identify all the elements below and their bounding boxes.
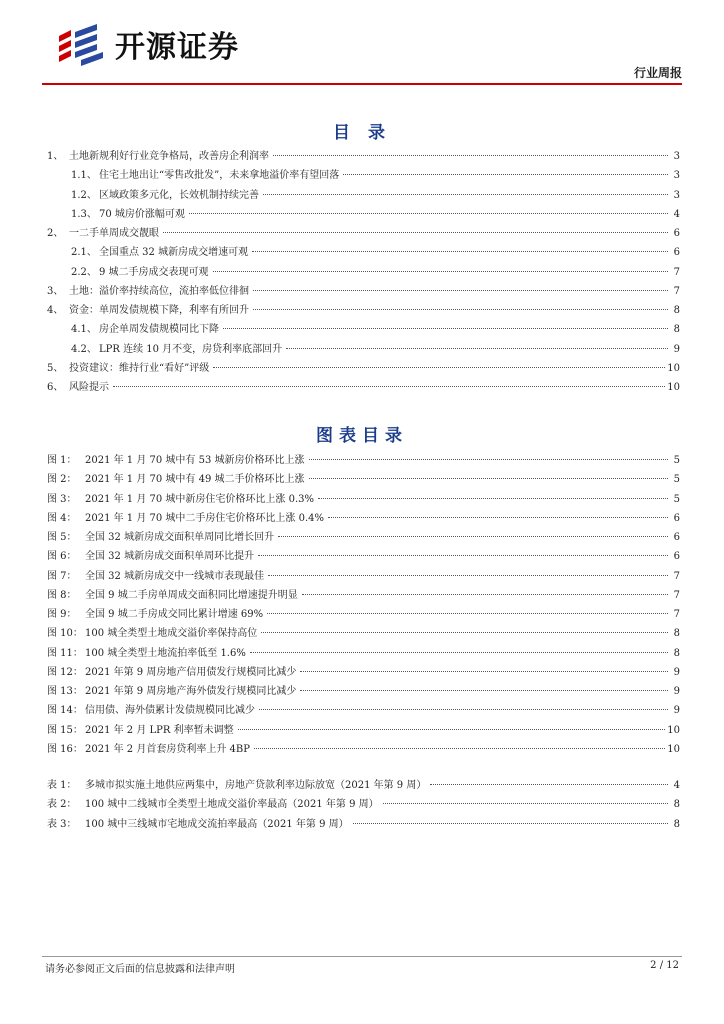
entry-title: 房企单周发债规模同比下降 <box>99 324 219 336</box>
toc-entry[interactable] <box>47 301 680 320</box>
leader-dots <box>318 498 668 499</box>
toc-list <box>47 147 680 397</box>
figures-title: 图表目录 <box>316 426 408 446</box>
entry-page: 8 <box>673 305 680 316</box>
entry-page: 10 <box>667 743 680 755</box>
entry-number: 1.1、 <box>71 170 97 182</box>
leader-dots <box>273 155 668 156</box>
table-entry[interactable] <box>47 776 680 795</box>
entry-number: 1.2、 <box>71 189 97 201</box>
entry-title: 资金：单周发债规模下降，利率有所回升 <box>69 305 249 316</box>
entry-page: 4 <box>673 208 680 220</box>
entry-title: LPR 连续 10 月不变，房贷利率底部回升 <box>99 343 283 355</box>
entry-number: 4、 <box>47 305 64 316</box>
leader-dots <box>113 386 665 387</box>
figure-entry[interactable] <box>47 682 680 701</box>
entry-title: 2021 年 2 月首套房贷利率上升 4BP <box>85 743 250 755</box>
entry-number: 4.1、 <box>71 324 97 336</box>
entry-page: 6 <box>673 247 680 259</box>
figure-entry[interactable] <box>47 701 680 720</box>
entry-page: 8 <box>673 799 680 811</box>
toc-entry[interactable] <box>47 359 680 378</box>
entry-number: 2.2、 <box>71 266 97 278</box>
toc-entry[interactable] <box>47 166 680 185</box>
entry-number: 2、 <box>47 228 64 239</box>
toc-entry[interactable] <box>47 205 680 224</box>
leader-dots <box>302 594 668 595</box>
entry-number: 图 5： <box>47 532 77 543</box>
entry-page: 9 <box>673 666 680 678</box>
entry-title: 2021 年 2 月 LPR 利率暂未调整 <box>85 724 234 736</box>
leader-dots <box>253 309 668 310</box>
figure-entry[interactable] <box>47 528 680 547</box>
leader-dots <box>213 271 668 272</box>
table-entry[interactable] <box>47 815 680 834</box>
entry-title: 信用债、海外债累计发债规模同比减少 <box>85 705 255 717</box>
entry-title: 风险提示 <box>69 382 109 393</box>
entry-number: 图 2： <box>47 474 77 486</box>
leader-dots <box>300 671 668 672</box>
entry-title: 2021 年第 9 周房地产海外债发行规模同比减少 <box>85 686 297 697</box>
entry-number: 图 11： <box>47 647 83 659</box>
page-indicator: 2 / 12 <box>650 960 679 971</box>
entry-page: 5 <box>673 455 680 466</box>
entry-page: 8 <box>673 647 680 659</box>
entry-page: 6 <box>673 532 680 543</box>
entry-number: 图 7： <box>47 570 77 582</box>
toc-entry[interactable] <box>47 243 680 262</box>
entry-number: 1.3、 <box>71 208 97 220</box>
figure-entry[interactable] <box>47 567 680 586</box>
entry-title: 2021 年 1 月 70 城中有 49 城二手价格环比上涨 <box>85 474 305 486</box>
figure-entry[interactable] <box>47 509 680 528</box>
entry-number: 图 4： <box>47 512 77 524</box>
entry-page: 9 <box>673 705 680 717</box>
entry-number: 图 15： <box>47 724 83 736</box>
leader-dots <box>286 348 668 349</box>
entry-title: 土地新规利好行业竞争格局，改善房企利润率 <box>69 151 269 162</box>
table-entry[interactable] <box>47 795 680 814</box>
entry-page: 7 <box>673 609 680 620</box>
entry-page: 7 <box>673 266 680 278</box>
figure-entry[interactable] <box>47 490 680 509</box>
toc-entry[interactable] <box>47 320 680 339</box>
entry-page: 4 <box>673 780 680 791</box>
footer-disclaimer: 请务必参阅正文后面的信息披露和法律声明 <box>45 964 235 975</box>
entry-number: 图 13： <box>47 686 83 697</box>
figure-entry[interactable] <box>47 663 680 682</box>
entry-number: 表 3： <box>47 818 77 830</box>
entry-page: 5 <box>673 474 680 486</box>
entry-page: 6 <box>673 228 680 239</box>
leader-dots <box>430 784 668 785</box>
footer-divider <box>42 956 682 957</box>
entry-page: 10 <box>667 724 680 736</box>
leader-dots <box>252 251 668 252</box>
company-logo-icon <box>55 22 107 66</box>
entry-title: 2021 年 1 月 70 城中有 53 城新房价格环比上涨 <box>85 455 305 466</box>
entry-number: 图 1： <box>47 455 77 466</box>
entry-page: 7 <box>673 285 680 297</box>
entry-title: 全国 9 城二手房成交同比累计增速 69% <box>85 609 264 620</box>
leader-dots <box>267 613 668 614</box>
leader-dots <box>213 367 665 368</box>
entry-page: 8 <box>673 324 680 336</box>
entry-number: 图 12： <box>47 666 83 678</box>
figure-entry[interactable] <box>47 740 680 759</box>
toc-entry[interactable] <box>47 340 680 359</box>
figure-entry[interactable] <box>47 624 680 643</box>
leader-dots <box>189 213 668 214</box>
company-logo <box>55 22 239 66</box>
leader-dots <box>309 478 668 479</box>
entry-number: 3、 <box>47 285 64 297</box>
entry-title: 100 城中二线城市全类型土地成交溢价率最高（2021 年第 9 周） <box>85 799 379 811</box>
entry-page: 10 <box>667 382 680 393</box>
entry-number: 1、 <box>47 151 64 162</box>
entry-number: 图 8： <box>47 589 77 601</box>
entry-number: 图 10： <box>47 628 83 640</box>
header-divider <box>42 83 682 85</box>
entry-title: 投资建议：维持行业“看好”评级 <box>69 362 210 374</box>
entry-title: 100 城全类型土地流拍率低至 1.6% <box>85 647 246 659</box>
entry-page: 6 <box>673 551 680 563</box>
figure-entry[interactable] <box>47 644 680 663</box>
leader-dots <box>258 555 668 556</box>
entry-title: 区域政策多元化，长效机制持续完善 <box>99 189 259 201</box>
entry-page: 7 <box>673 589 680 601</box>
entry-title: 2021 年 1 月 70 城中二手房住宅价格环比上涨 0.4% <box>85 512 325 524</box>
leader-dots <box>309 459 668 460</box>
toc-entry[interactable] <box>47 147 680 166</box>
leader-dots <box>278 536 668 537</box>
leader-dots <box>163 232 668 233</box>
entry-page: 3 <box>673 170 680 182</box>
entry-number: 4.2、 <box>71 343 97 355</box>
entry-number: 图 3： <box>47 493 77 505</box>
entry-page: 5 <box>673 493 680 505</box>
toc-entry[interactable] <box>47 282 680 301</box>
leader-dots <box>343 174 668 175</box>
entry-title: 全国重点 32 城新房成交增速可观 <box>99 247 249 259</box>
entry-title: 2021 年第 9 周房地产信用债发行规模同比减少 <box>85 666 297 678</box>
figure-entry[interactable] <box>47 721 680 740</box>
entry-title: 全国 32 城新房成交中一线城市表现最佳 <box>85 570 265 582</box>
leader-dots <box>223 328 668 329</box>
leader-dots <box>261 632 668 633</box>
leader-dots <box>238 729 666 730</box>
entry-title: 70 城房价涨幅可观 <box>99 208 185 220</box>
leader-dots <box>328 517 668 518</box>
entry-title: 全国 32 城新房成交面积单周同比增长回升 <box>85 532 275 543</box>
leader-dots <box>268 575 668 576</box>
entry-page: 9 <box>673 686 680 697</box>
entry-title: 9 城二手房成交表现可观 <box>99 266 209 278</box>
entry-number: 图 6： <box>47 551 77 563</box>
entry-page: 10 <box>667 362 680 374</box>
entry-number: 表 1： <box>47 780 77 791</box>
toc-entry[interactable] <box>47 378 680 397</box>
leader-dots <box>253 290 668 291</box>
company-name: 开源证券 <box>115 30 239 65</box>
entry-number: 2.1、 <box>71 247 97 259</box>
leader-dots <box>254 748 665 749</box>
entry-title: 土地：溢价率持续高位，流拍率低位徘徊 <box>69 285 249 297</box>
toc-entry[interactable] <box>47 186 680 205</box>
figure-entry[interactable] <box>47 547 680 566</box>
entry-title: 一二手单周成交靓眼 <box>69 228 159 239</box>
entry-page: 9 <box>673 343 680 355</box>
leader-dots <box>250 652 668 653</box>
figure-entry[interactable] <box>47 605 680 624</box>
entry-number: 图 16： <box>47 743 83 755</box>
leader-dots <box>300 690 668 691</box>
entry-page: 3 <box>673 189 680 201</box>
entry-title: 2021 年 1 月 70 城中新房住宅价格环比上涨 0.3% <box>85 493 315 505</box>
toc-entry[interactable] <box>47 263 680 282</box>
entry-page: 6 <box>673 512 680 524</box>
entry-number: 图 14： <box>47 705 83 717</box>
figure-entry[interactable] <box>47 470 680 489</box>
figure-entry[interactable] <box>47 586 680 605</box>
entry-number: 6、 <box>47 382 64 393</box>
entry-number: 表 2： <box>47 799 77 811</box>
figure-entry[interactable] <box>47 451 680 470</box>
leader-dots <box>263 194 668 195</box>
entry-page: 3 <box>673 151 680 162</box>
tables-list <box>47 776 680 834</box>
entry-title: 100 城中三线城市宅地成交流拍率最高（2021 年第 9 周） <box>85 818 349 830</box>
entry-page: 7 <box>673 570 680 582</box>
entry-number: 图 9： <box>47 609 77 620</box>
toc-title: 目 录 <box>333 123 391 143</box>
entry-page: 8 <box>673 628 680 640</box>
leader-dots <box>259 709 668 710</box>
entry-title: 100 城全类型土地成交溢价率保持高位 <box>85 628 258 640</box>
leader-dots <box>353 823 668 824</box>
figures-list <box>47 451 680 759</box>
entry-title: 全国 9 城二手房单周成交面积同比增速提升明显 <box>85 589 298 601</box>
entry-title: 全国 32 城新房成交面积单周环比提升 <box>85 551 255 563</box>
report-type: 行业周报 <box>633 66 682 80</box>
entry-title: 多城市拟实施土地供应两集中，房地产贷款利率边际放宽（2021 年第 9 周） <box>85 780 427 791</box>
entry-number: 5、 <box>47 362 64 374</box>
toc-entry[interactable] <box>47 224 680 243</box>
entry-title: 住宅土地出让“零售改批发”，未来拿地溢价率有望回落 <box>99 170 340 182</box>
entry-page: 8 <box>673 818 680 830</box>
leader-dots <box>383 803 668 804</box>
